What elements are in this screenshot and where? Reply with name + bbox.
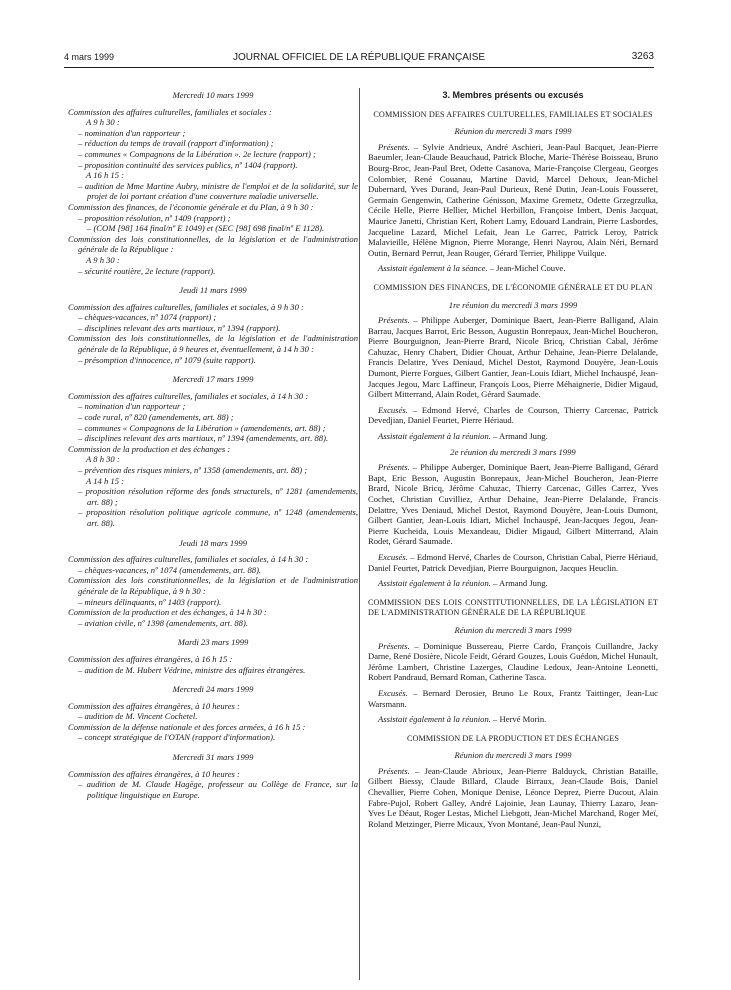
agenda-item: – (COM [98] 164 final/nº E 1049) et (SEC [98] 698 final/nº E 1128). xyxy=(87,223,325,234)
attendance-names: – Jean-Claude Abrioux, Jean-Pierre Balduyck, Christian Bataille, Gilbert Biessy, Claude Billard, Claude Birraux, Jean-Claude Bois, Daniel Chevallier, Pierre Cohen, Monique Denise, Léonce Deprez, Pierre Ducout, Alain Fabre-Pujol, Robert Galley, André Lajoinie, Jean Launay, Thierry Lazaro, Jean-Yves Le Déaut, Roger Lestas, Michel Liebgott, Jean-Michel Marchand, Roger Meï, Roland Metzinger, Pierre Micaux, Yvon Montané, Jean-Paul Nunzi, xyxy=(368,765,658,829)
agenda-day xyxy=(68,684,358,743)
agenda-item: – nomination d'un rapporteur ; xyxy=(78,127,186,138)
agenda-item: – aviation civile, nº 1398 (amendements, art. 88). xyxy=(78,617,248,628)
commission-heading: Commission des affaires étrangères, à 10 heures : xyxy=(68,700,240,711)
agenda-day-title: Mercredi 10 mars 1999 xyxy=(172,90,254,100)
commission-name: COMMISSION DE LA PRODUCTION ET DES ÉCHANGES xyxy=(406,733,620,743)
agenda-day-title: Jeudi 11 mars 1999 xyxy=(179,285,247,296)
commission-heading: Commission des affaires étrangères, à 16 h 15 : xyxy=(68,653,233,664)
agenda-item: – chèques-vacances, nº 1074 (amendements, art. 88). xyxy=(78,564,262,575)
meeting-title: Réunion du mercredi 3 mars 1999 xyxy=(454,126,572,137)
attendance-names: – Jean-Michel Couve. xyxy=(487,263,566,274)
agenda-item: – réduction du temps de travail (rapport d'information) ; xyxy=(78,138,274,149)
agenda-item: – prévention des risques miniers, nº 1358 (amendements, art. 88) ; xyxy=(78,465,308,475)
agenda-item: – proposition résolution réforme des fonds structurels, nº 1281 (amendements, art. 88) ; xyxy=(78,486,358,507)
time-slot: A 9 h 30 : xyxy=(86,254,120,265)
agenda-item: – audition de M. Vincent Cochetel. xyxy=(78,711,198,722)
attendance-label: Assistait également à la réunion. xyxy=(378,714,491,725)
attendance-label: Présents. xyxy=(378,462,410,473)
agenda-item: – sécurité routière, 2e lecture (rapport). xyxy=(78,265,216,276)
header-date: 4 mars 1999 xyxy=(64,52,115,62)
attendance-paragraph xyxy=(368,766,658,830)
attendance-paragraph xyxy=(368,405,658,426)
page-header xyxy=(64,52,654,66)
commission-name: COMMISSION DES AFFAIRES CULTURELLES, FAMILIALES ET SOCIALES xyxy=(373,109,653,119)
attendance-paragraph xyxy=(368,688,658,709)
agenda-item: – disciplines relevant des arts martiaux, nº 1394 (amendements, art. 88). xyxy=(78,433,329,444)
commission-heading: Commission des affaires culturelles, familiales et sociales : xyxy=(68,106,272,117)
commission-block xyxy=(368,598,658,725)
attendance-names: – Dominique Bussereau, Pierre Cardo, François Cuillandre, Jacky Darne, René Dosière, Nicole Feidt, Gérard Gouzes, Louis Guédon, Michel Hunault, Jérôme Lambert, Christine Lazerges, Claudine Ledoux, Jean-Antoine Leonetti, Robert Pandraud, Bernard Roman, Catherine Tasca. xyxy=(368,640,658,683)
attendance-label: Présents. xyxy=(378,640,410,651)
agenda-day xyxy=(68,90,358,276)
attendance-names: – Bernard Derosier, Bruno Le Roux, Frantz Taittinger, Jean-Luc Warsmann. xyxy=(368,687,658,709)
attendance-label: Assistait également à la séance. xyxy=(378,263,488,274)
attendance-paragraph xyxy=(368,142,658,259)
attendance-paragraph xyxy=(368,263,658,274)
attendance-label: Assistait également à la réunion. xyxy=(378,431,491,442)
commission-heading: Commission des lois constitutionnelles, de la législation et de l'administration générale de la République, à 9 h 30 : xyxy=(68,575,358,596)
commission-name: COMMISSION DES FINANCES, DE L'ÉCONOMIE GÉNÉRALE ET DU PLAN xyxy=(373,282,653,292)
column-divider xyxy=(359,88,360,980)
page-number: 3263 xyxy=(631,51,654,62)
agenda-day-title: Mercredi 17 mars 1999 xyxy=(172,374,254,385)
time-slot: A 8 h 30 : xyxy=(86,454,120,465)
attendance-label: Excusés. xyxy=(378,551,408,562)
attendance-names: – Armand Jung. xyxy=(490,578,548,589)
agenda-item: – communes « Compagnons de la Libération ». 2e lecture (rapport) ; xyxy=(78,148,316,159)
time-slot: A 9 h 30 : xyxy=(86,117,120,128)
attendance-names: – Edmond Hervé, Charles de Courson, Thierry Carcenac, Patrick Devedjian, Daniel Feurtet, Pierre Hériaud. xyxy=(368,404,658,426)
agenda-item: – proposition résolution, nº 1409 (rapport) ; xyxy=(78,212,231,223)
attendance-names: – Philippe Auberger, Dominique Baert, Jean-Pierre Balligand, Alain Barrau, Jacques Barrot, Eric Besson, Augustin Bonrepaux, Jean-Michel Boucheron, Pierre Bourguignon, Jean-Pierre Brard, Nicole Bricq, Christian Cabal, Jérôme Cahuzac, Henry Chabert, Didier Chouat, Arthur Dehaine, Jean-Pierre Delalande, Francis Delattre, Yves Deniaud, Michel Destot, Raymond Douyère, Jean-Louis Dumont, Pierre Forgues, Gilbert Gantier, Jean-Louis Idiart, Michel Inchauspé, Jean-Jacques Jegou, Marc Laffineur, François Loos, Pierre Méhaignerie, Didier Migaud, Gilbert Mitterrand, Alain Rodet, Gérard Saumade. xyxy=(368,315,658,400)
commission-heading: Commission de la production et des échanges, à 14 h 30 : xyxy=(68,607,267,618)
attendance-paragraph xyxy=(368,431,658,442)
commission-heading: Commission des affaires culturelles, familiales et sociales, à 9 h 30 : xyxy=(68,301,304,312)
commission-heading: Commission des finances, de l'économie générale et du Plan, à 9 h 30 : xyxy=(68,201,314,212)
meeting-title: 2e réunion du mercredi 3 mars 1999 xyxy=(450,446,576,457)
commission-heading: Commission de la production et des échanges : xyxy=(68,443,231,454)
commission-heading: Commission des lois constitutionnelles, de la législation et de l'administration générale de la République : xyxy=(68,233,358,255)
commission-heading: Commission de la défense nationale et des forces armées, à 16 h 15 : xyxy=(68,721,306,732)
agenda-item: – code rural, nº 820 (amendements, art. 88) ; xyxy=(78,412,234,423)
agenda-item: – audition de M. Claude Hagège, professeur au Collège de France, sur la politique linguistique en Europe. xyxy=(78,779,358,800)
attendance-names: – Philippe Auberger, Dominique Baert, Jean-Pierre Balligand, Gérard Bapt, Eric Besson, Augustin Bonrepaux, Jean-Michel Boucheron, Jean-Pierre Brard, Nicole Bricq, Jérôme Cahuzac, Thierry Carcenac, Gilles Carrez, Yves Cochet, Christian Cuvilliez, Arthur Dehaine, Jean-Pierre Delalande, Francis Delattre, Yves Deniaud, Michel Destot, Raymond Douyère, Jean-Louis Dumont, Gilbert Gantier, Jean-Louis Idiart, Michel Inchauspé, Jean-Jacques Jegou, Jean-Pierre Kucheida, Louis Mexandeau, Didier Migaud, Gilbert Mitterrand, Alain Rodet, Gérard Saumade. xyxy=(368,462,658,547)
members-column xyxy=(368,90,658,838)
attendance-paragraph xyxy=(368,315,658,400)
attendance-paragraph xyxy=(368,578,658,589)
agenda-item: – présomption d'innocence, nº 1079 (suite rapport). xyxy=(78,354,256,365)
agenda-column xyxy=(68,90,358,809)
commission-heading: Commission des affaires étrangères, à 10 heures : xyxy=(68,768,240,779)
agenda-day xyxy=(68,752,358,800)
meeting-title: Réunion du mercredi 3 mars 1999 xyxy=(454,624,572,635)
commission-heading: Commission des lois constitutionnelles, de la législation et de l'administration générale de la République, à 9 heures et, éventuellement, à 14 h 30 : xyxy=(68,333,358,355)
attendance-label: Présents. xyxy=(378,765,410,776)
agenda-item: – audition de Mme Martine Aubry, ministre de l'emploi et de la solidarité, sur le projet de loi portant création d'une couverture maladie universelle. xyxy=(78,180,358,202)
attendance-label: Excusés. xyxy=(378,404,408,415)
agenda-day xyxy=(68,374,358,528)
attendance-names: – Armand Jung. xyxy=(490,431,548,442)
agenda-item: – disciplines relevant des arts martiaux, nº 1394 (rapport). xyxy=(78,322,281,333)
agenda-day-title: Mercredi 24 mars 1999 xyxy=(172,684,254,695)
time-slot: A 16 h 15 : xyxy=(86,170,125,181)
commission-heading: Commission des affaires culturelles, familiales et sociales, à 14 h 30 : xyxy=(68,554,309,565)
attendance-label: Présents. xyxy=(378,315,410,326)
attendance-paragraph xyxy=(368,714,658,725)
agenda-item: – mineurs délinquants, nº 1403 (rapport). xyxy=(78,596,222,607)
attendance-paragraph xyxy=(368,462,658,547)
agenda-item: – communes « Compagnons de la Libération » (amendements, art. 88) ; xyxy=(78,422,326,433)
meeting-title: 1re réunion du mercredi 3 mars 1999 xyxy=(448,299,578,310)
attendance-paragraph xyxy=(368,552,658,573)
agenda-day xyxy=(68,285,358,365)
attendance-names: – Edmond Hervé, Charles de Courson, Christian Cabal, Pierre Hériaud, Daniel Feurtet, Patrick Devedjian, Pierre Bourguignon, Jacques Heuclin. xyxy=(368,551,658,573)
attendance-label: Assistait également à la réunion. xyxy=(378,578,491,589)
agenda-day xyxy=(68,538,358,629)
attendance-paragraph xyxy=(368,641,658,683)
commission-block xyxy=(368,283,658,589)
agenda-day-title: Mardi 23 mars 1999 xyxy=(177,637,249,648)
agenda-item: – chèques-vacances, nº 1074 (rapport) ; xyxy=(78,312,217,323)
agenda-item: – proposition résolution politique agricole commune, nº 1248 (amendements, art. 88). xyxy=(78,507,358,528)
attendance-names: – Sylvie Andrieux, André Aschieri, Jean-Paul Bacquet, Jean-Pierre Baeumler, Jean-Claude Beauchaud, Patrick Bloche, Marie-Thérèse Boisseau, Bruno Bourg-Broc, Jean-Paul Bret, Odette Casanova, Marie-Françoise Clergeau, Georges Colombier, René Couanau, Martine David, Marcel Dehoux, Jean-Michel Dubernard, Yves Durand, Jean-Paul Durieux, René Dutin, Jean-Louis Fousseret, Germain Gengenwin, Catherine Génisson, Maxime Gremetz, Odette Grzegrzulka, Cécile Helle, Pierre Hellier, Michel Herbillon, Françoise Imbert, Denis Jacquat, Maurice Janetti, Christian Kert, Robert Lamy, Edouard Landrain, Pierre Lasbordes, Jacqueline Lazard, Michel Lefait, Jean Le Garrec, Patrick Leroy, Patrick Malavieille, Hélène Mignon, Pierre Morange, Henri Nayrou, Alain Néri, Bernard Outin, Bernard Perrut, Jean Rouger, Gérard Terrier, Philippe Vuilque. xyxy=(368,141,658,258)
agenda-day xyxy=(68,637,358,675)
agenda-day-title: Jeudi 18 mars 1999 xyxy=(178,537,248,548)
agenda-item: – concept stratégique de l'OTAN (rapport d'information). xyxy=(78,732,276,743)
commission-heading: Commission des affaires culturelles, familiales et sociales, à 14 h 30 : xyxy=(68,390,309,401)
agenda-item: – audition de M. Hubert Védrine, ministre des affaires étrangères. xyxy=(78,664,306,675)
agenda-day-title: Mercredi 31 mars 1999 xyxy=(172,752,254,763)
journal-title: JOURNAL OFFICIEL DE LA RÉPUBLIQUE FRANÇAISE xyxy=(232,52,486,63)
commission-block xyxy=(368,110,658,274)
attendance-names: – Hervé Morin. xyxy=(490,714,547,725)
section-title: 3. Membres présents ou excusés xyxy=(442,90,584,100)
agenda-item: – proposition continuité des services publics, nº 1404 (rapport). xyxy=(78,159,298,170)
commission-name: COMMISSION DES LOIS CONSTITUTIONNELLES, DE LA LÉGISLATION ET DE L'ADMINISTRATION GÉNÉRALE DE LA RÉPUBLIQUE xyxy=(368,597,658,618)
attendance-label: Présents. xyxy=(378,141,410,152)
agenda-item: – nomination d'un rapporteur ; xyxy=(78,401,186,412)
commission-block xyxy=(368,734,658,830)
commissions-list xyxy=(368,110,658,830)
attendance-label: Excusés. xyxy=(378,687,408,698)
time-slot: A 14 h 15 : xyxy=(86,475,125,486)
header-rule xyxy=(64,67,654,68)
meeting-title: Réunion du mercredi 3 mars 1999 xyxy=(454,750,572,761)
